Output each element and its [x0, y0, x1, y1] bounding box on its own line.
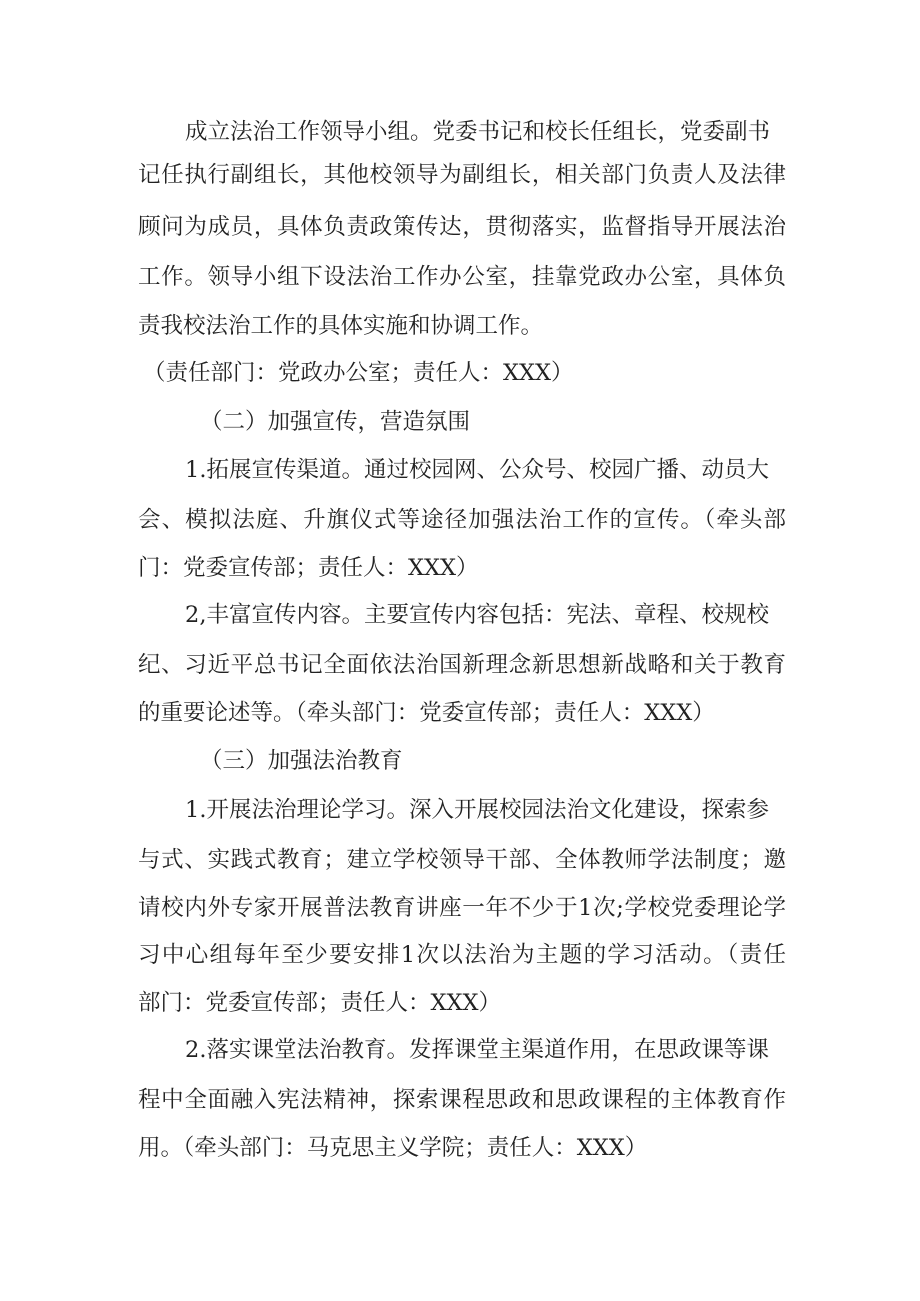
paragraph-1-line-3: 顾问为成员，具体负责政策传达，贯彻落实，监督指导开展法治 [138, 214, 786, 240]
paragraph-1-line-5: 责我校法治工作的具体实施和协调工作。 [138, 313, 544, 339]
paragraph-4-line-3: 的重要论述等。（牵头部门：党委宣传部；责任人：XXX） [138, 700, 715, 726]
paragraph-4-line-1: 2,丰富宣传内容。主要宣传内容包括：宪法、章程、校规校 [185, 602, 769, 628]
paragraph-3-line-3: 门：党委宣传部；责任人：XXX） [138, 555, 479, 581]
paragraph-6-line-3: 用。（牵头部门：马克思主义学院；责任人：XXX） [138, 1135, 648, 1161]
paragraph-6-line-2: 程中全面融入宪法精神，探索课程思政和思政课程的主体教育作 [138, 1087, 786, 1113]
paragraph-1-line-2: 记任执行副组长，其他校领导为副组长，相关部门负责人及法律 [138, 162, 786, 188]
paragraph-5-line-1: 1.开展法治理论学习。深入开展校园法治文化建设，探索参 [185, 797, 769, 823]
paragraph-3-line-2: 会、模拟法庭、升旗仪式等途径加强法治工作的宣传。（牵头部 [138, 507, 786, 533]
paragraph-1-line-4: 工作。领导小组下设法治工作办公室，挂靠党政办公室，具体负 [138, 264, 786, 290]
paragraph-4-line-2: 纪、习近平总书记全面依法治国新理念新思想新战略和关于教育 [138, 652, 786, 678]
section-heading-3: （三）加强法治教育 [200, 748, 403, 774]
paragraph-5-line-3: 请校内外专家开展普法教育讲座一年不少于1次;学校党委理论学 [138, 895, 786, 921]
paragraph-1-line-1: 成立法治工作领导小组。党委书记和校长任组长，党委副书 [185, 119, 771, 145]
paragraph-6-line-1: 2.落实课堂法治教育。发挥课堂主渠道作用，在思政课等课 [185, 1037, 769, 1063]
paragraph-5-line-2: 与式、实践式教育；建立学校领导干部、全体教师学法制度；邀 [138, 847, 786, 873]
paragraph-3-line-1: 1.拓展宣传渠道。通过校园网、公众号、校园广播、动员大 [185, 457, 769, 483]
paragraph-5-line-5: 部门：党委宣传部；责任人：XXX） [138, 990, 502, 1016]
paragraph-5-line-4: 习中心组每年至少要安排1次以法治为主题的学习活动。（责任 [138, 942, 786, 968]
section-heading-2: （二）加强宣传，营造氛围 [200, 409, 471, 435]
responsibility-note-1: （责任部门：党政办公室；责任人：XXX） [143, 360, 574, 386]
